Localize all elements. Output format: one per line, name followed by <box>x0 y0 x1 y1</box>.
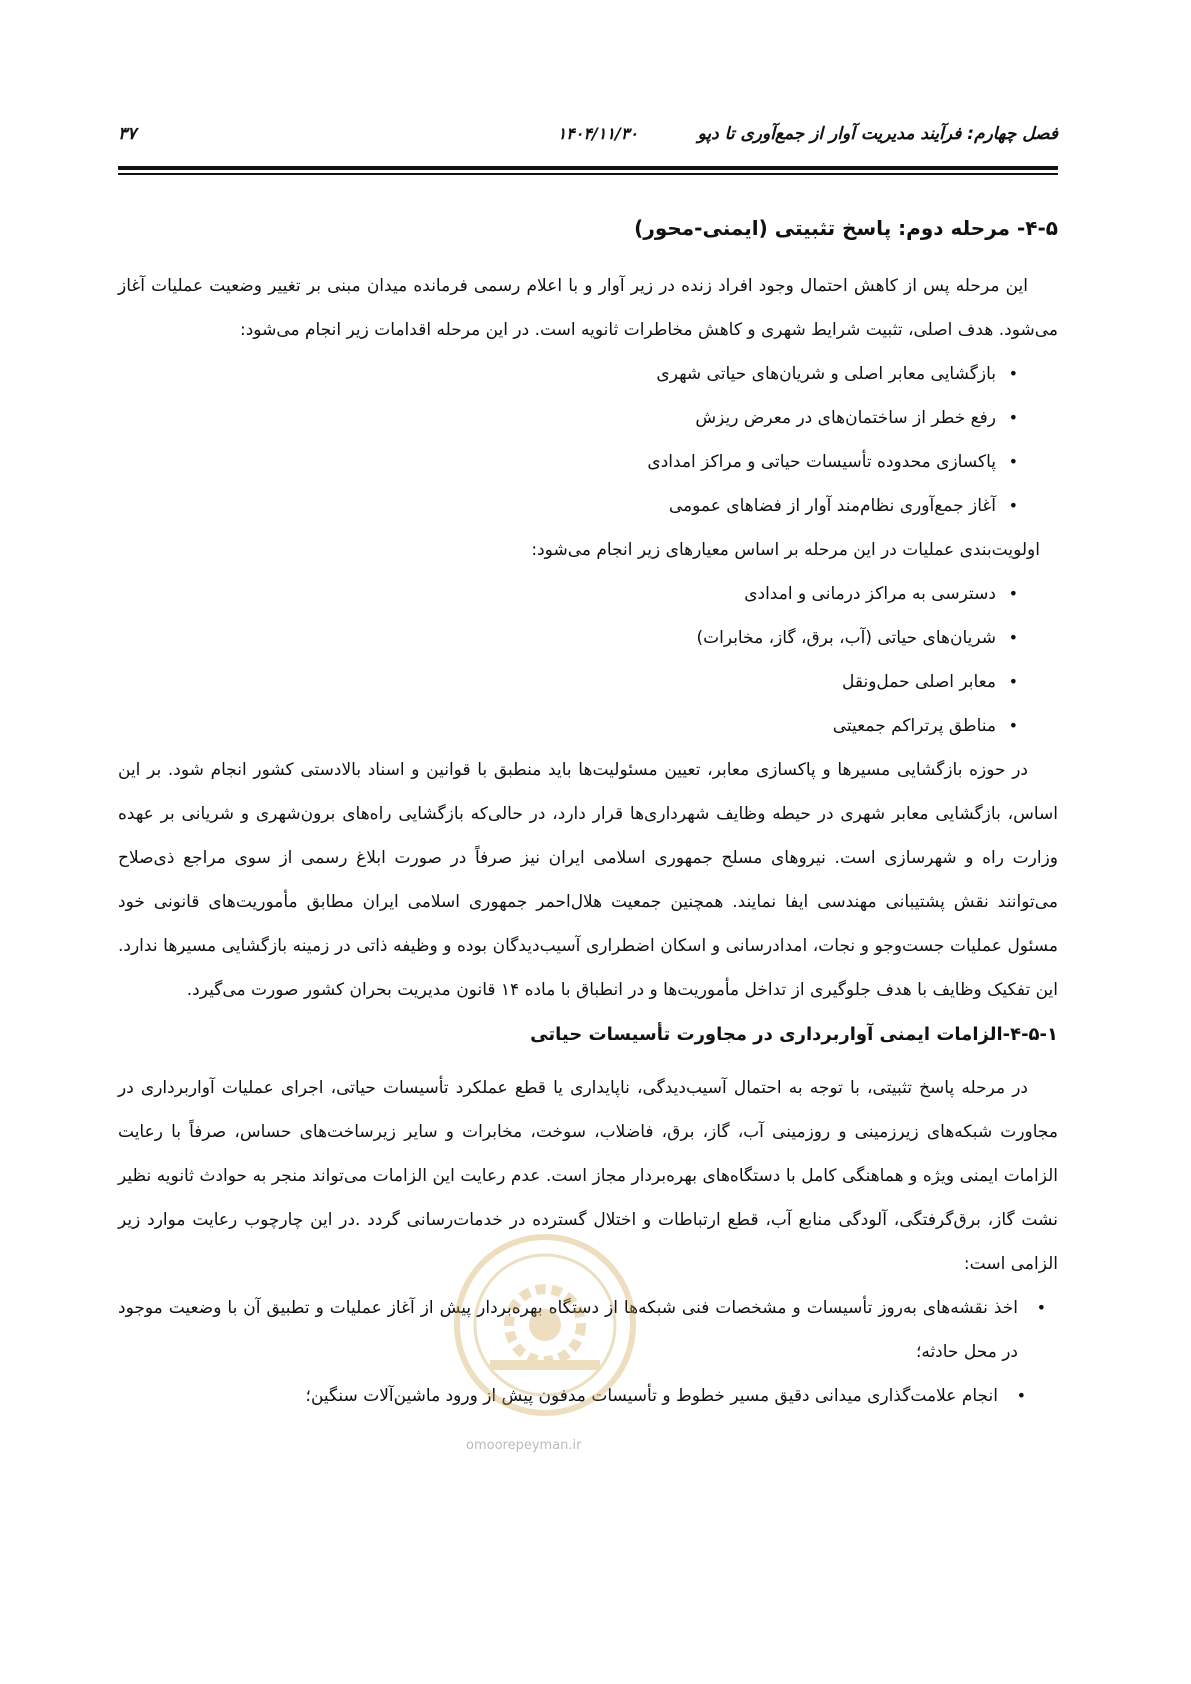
watermark-seal-icon <box>450 1230 640 1420</box>
section-title: ۴-۵- مرحله دوم: پاسخ تثبیتی (ایمنی-محور) <box>634 216 1058 240</box>
list-item: • اخذ نقشه‌های به‌روز تأسیسات و مشخصات فنی شبکه‌ها از دستگاه بهره‌بردار پیش از آغاز عملیات و تطبیق آن با وضعیت موجود در محل حادثه؛ <box>118 1286 1058 1374</box>
priorities-list <box>118 572 1058 748</box>
list-item: • انجام علامت‌گذاری میدانی دقیق مسیر خطوط و تأسیسات مدفون پیش از ورود ماشین‌آلات سنگین؛ <box>118 1374 1058 1418</box>
list-item: • مناطق پرتراکم جمعیتی <box>118 704 1018 748</box>
bullet-icon: • <box>1008 584 1018 603</box>
page-number: ۳۷ <box>118 124 137 144</box>
bullet-icon: • <box>1036 1298 1046 1317</box>
header-rule-thin <box>118 173 1058 175</box>
bullet-icon: • <box>1016 1386 1026 1405</box>
chapter-title: فصل چهارم: فرآیند مدیریت آوار از جمع‌آوری تا دپو <box>697 124 1058 144</box>
bullet-icon: • <box>1008 452 1018 471</box>
bullet-icon: • <box>1008 672 1018 691</box>
header-date: ۱۴۰۴/۱۱/۳۰ <box>557 124 638 143</box>
watermark-text: omoorepeyman.ir <box>466 1438 582 1453</box>
bullet-icon: • <box>1008 364 1018 383</box>
list-item: • دسترسی به مراکز درمانی و امدادی <box>118 572 1018 616</box>
bullet-icon: • <box>1008 628 1018 647</box>
list-item: • بازگشایی معابر اصلی و شریان‌های حیاتی شهری <box>118 352 1018 396</box>
actions-list <box>118 352 1058 528</box>
list-item: • رفع خطر از ساختمان‌های در معرض ریزش <box>118 396 1018 440</box>
subsection-title: ۴-۵-۱-الزامات ایمنی آواربرداری در مجاورت تأسیسات حیاتی <box>530 1024 1058 1045</box>
bullet-icon: • <box>1008 496 1018 515</box>
bullet-icon: • <box>1008 408 1018 427</box>
list-item: • معابر اصلی حمل‌ونقل <box>118 660 1018 704</box>
header-rule-thick <box>118 166 1058 170</box>
section-intro: این مرحله پس از کاهش احتمال وجود افراد زنده در زیر آوار و با اعلام رسمی فرمانده میدان مبنی بر تغییر وضعیت عملیات آغاز می‌شود. هدف اصلی، تثبیت شرایط شهری و کاهش مخاطرات ثانویه است. در این مرحله اقدامات زیر انجام می‌شود: <box>118 276 1058 340</box>
bullet-icon: • <box>1008 716 1018 735</box>
subsection-body: در مرحله پاسخ تثبیتی، با توجه به احتمال آسیب‌دیدگی، ناپایداری یا قطع عملکرد تأسیسات حیاتی، اجرای عملیات آواربرداری در مجاورت شبکه‌های زیرزمینی و روزمینی آب، گاز، برق، فاضلاب، سوخت، مخابرات و سایر زیرساخت‌های حساس، صرفاً با رعایت الزامات ایمنی ویژه و هماهنگی کامل با دستگاه‌های بهره‌بردار مجاز است. عدم رعایت این الزامات می‌تواند منجر به حوادث ثانویه نظیر نشت گاز، برق‌گرفتگی، آلودگی منابع آب، قطع ارتباطات و اختلال گسترده در خدمات‌رسانی گردد .در این چارچوب رعایت موارد زیر الزامی است: <box>118 1078 1058 1274</box>
page-header <box>118 124 1058 154</box>
document-page <box>118 0 1058 1684</box>
responsibility-paragraph: در حوزه بازگشایی مسیرها و پاکسازی معابر، تعیین مسئولیت‌ها باید منطبق با قوانین و اسناد بالادستی کشور انجام شود. بر این اساس، بازگشایی معابر شهری در حیطه وظایف شهرداری‌ها قرار دارد، در حالی‌که بازگشایی راه‌های برون‌شهری و شریانی بر عهده وزارت راه و شهرسازی است. نیروهای مسلح جمهوری اسلامی ایران نیز صرفاً در صورت ابلاغ رسمی از سوی مراجع ذی‌صلاح می‌توانند نقش پشتیبانی مهندسی ایفا نمایند. همچنین جمعیت هلال‌احمر جمهوری اسلامی ایران مطابق مأموریت‌های قانونی خود مسئول عملیات جست‌وجو و نجات، امدادرسانی و اسکان اضطراری آسیب‌دیدگان بوده و وظیفه ذاتی در زمینه بازگشایی مسیرها ندارد. این تفکیک وظایف با هدف جلوگیری از تداخل مأموریت‌ها و در انطباق با ماده ۱۴ قانون مدیریت بحران کشور صورت می‌گیرد. <box>118 760 1058 1000</box>
list-item: • پاکسازی محدوده تأسیسات حیاتی و مراکز امدادی <box>118 440 1018 484</box>
priority-lead: اولویت‌بندی عملیات در این مرحله بر اساس معیارهای زیر انجام می‌شود: <box>531 540 1040 560</box>
list-item: • شریان‌های حیاتی (آب، برق، گاز، مخابرات) <box>118 616 1018 660</box>
list-item: • آغاز جمع‌آوری نظام‌مند آوار از فضاهای عمومی <box>118 484 1018 528</box>
